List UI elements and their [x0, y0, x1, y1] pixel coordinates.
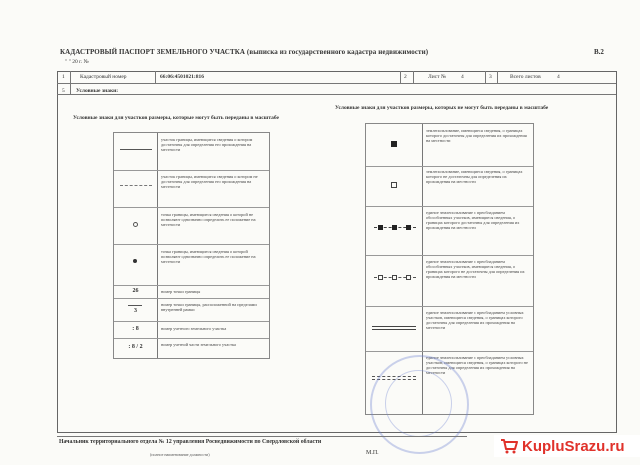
document-title: КАДАСТРОВЫЙ ПАСПОРТ ЗЕМЕЛЬНОГО УЧАСТКА (выписка из государственного кадастра недвижимости): [60, 48, 429, 56]
legend-desc-8: номер учетной части земельного участка: [161, 342, 236, 347]
sheet-value: 4: [461, 74, 464, 80]
right-legend-desc-1: землепользование, имеющиеся сведения, о границах которого достаточны для определения их прохождения на местности: [426, 128, 527, 143]
right-legend-desc-2: землепользование, имеющиеся сведения, о границах которого не достаточны для определения их прохождения на местности: [426, 169, 523, 184]
outer-point-number: 3: [134, 308, 137, 314]
legend-desc-5: номер точки границы: [161, 289, 201, 294]
form-code: В.2: [594, 48, 604, 56]
legend-desc-4: точка границы, имеющиеся сведения о которой позволяют однозначно определить ее положение на местности: [161, 249, 256, 264]
sheet-label: Лист №: [428, 74, 447, 80]
legend-desc-1: участок границы, имеющиеся сведения о котором достаточны для определения его прохождения на местности: [161, 137, 253, 152]
filled-square-symbol: [391, 141, 397, 147]
row1-number-2: 2: [404, 74, 407, 80]
right-table-title: Условные знаки для участков размеры, которых не могут быть переданы в масштабе: [335, 105, 549, 111]
outer-point-symbol: [128, 305, 142, 306]
legend-desc-3: точка границы, имеющиеся сведения о которой не позволяют однозначно определить ее положение на местности: [161, 212, 256, 227]
signer-position: Начальник территориального отдела № 12 управления Роснедвижимости по Свердловской области: [59, 439, 322, 445]
point-number-symbol: 26: [132, 288, 139, 294]
legend-desc-7: номер учетного земельного участка: [161, 326, 227, 331]
filled-point-symbol: [133, 259, 137, 263]
parcel-part-number-symbol: : 8 / 2: [128, 344, 143, 350]
row1-number-3: 3: [489, 74, 492, 80]
seal-stamp-inner: [385, 370, 452, 437]
parcel-number-symbol: : 8: [132, 326, 139, 332]
open-chain-symbol: [374, 275, 416, 280]
solid-boundary-symbol: [120, 149, 152, 150]
right-legend-desc-4: единое землепользование с преобладанием обособленных участков, имеющиеся сведения, о границах которого не достаточны для определения их прохождения на местности: [426, 259, 525, 279]
legend-desc-6: номер точки границы, расположенной на пределами внутренней рамки: [161, 302, 257, 312]
total-sheets-label: Всего листов: [510, 74, 541, 80]
site-watermark: [494, 435, 640, 457]
left-table-title: Условные знаки для участков размеры, которые могут быть переданы в масштабе: [73, 115, 279, 121]
open-square-symbol: [391, 182, 397, 188]
cadastral-number-label: Кадастровый номер: [80, 74, 127, 80]
right-legend-desc-3: единое землепользование с преобладанием обособленных участков, имеющиеся сведения, о границах которого достаточны для определения их прохождения на местности: [426, 210, 520, 230]
cadastral-number-value: 66:06:4501021:816: [160, 74, 204, 80]
right-legend-desc-6: единое землепользование с преобладанием условных участков, имеющиеся сведения, о границах которого не достаточны для определения их прохождения на местности: [426, 355, 528, 375]
watermark-text: KupluSrazu.ru: [522, 437, 625, 455]
legend-desc-2: участок границы, имеющиеся сведения о котором не достаточны для определения его прохождения на местности: [161, 174, 258, 189]
stamp-place-label: М.П.: [366, 450, 379, 456]
right-legend-desc-5: единое землепользование с преобладанием условных участков, имеющиеся сведения, о границах которого достаточны для определения их прохождения на местности: [426, 310, 524, 330]
section5-title: Условные знаки:: [76, 88, 119, 94]
section5-number: 5: [62, 88, 65, 94]
cart-icon: [500, 437, 518, 455]
filled-chain-symbol: [374, 225, 416, 230]
row1-number: 1: [62, 74, 65, 80]
dashed-boundary-symbol: [120, 185, 152, 186]
open-point-symbol: [133, 222, 138, 227]
position-caption: (полное наименование должности): [150, 452, 210, 457]
total-sheets-value: 4: [557, 74, 560, 80]
left-legend-table: [113, 132, 270, 359]
double-solid-symbol: [372, 326, 416, 330]
date-line: " " 20 г. №: [65, 59, 89, 65]
